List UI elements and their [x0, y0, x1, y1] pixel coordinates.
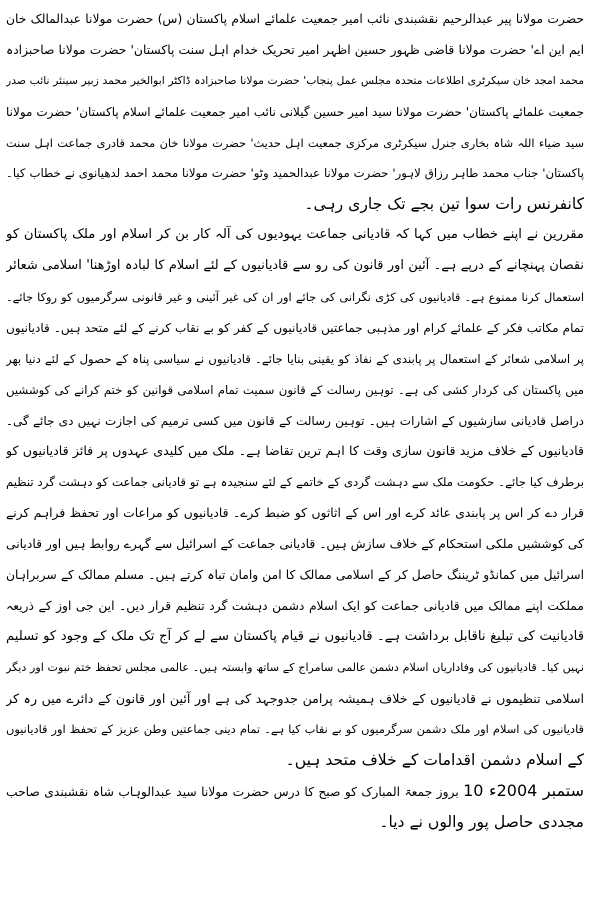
text-line: جمعیت علمائے پاکستان' حضرت مولانا سید امیر حسین گیلانی نائب امیر جمعیت علمائے اسلام پاکستان' حضرت مولانا	[6, 104, 584, 119]
date-text: 10 ستمبر 2004ء	[463, 781, 584, 801]
text-line: ایم این اے' حضرت مولانا قاضی ظہور حسین اظہر امیر تحریک خدام اہل سنت پاکستان' حضرت مولانا صاحبزادہ	[6, 42, 584, 57]
paragraph-speakers	[6, 4, 584, 220]
paragraph-dated-note	[6, 776, 584, 838]
text-line: برطرف کیا جائے۔ حکومت ملک سے دہشت گردی کے خاتمے کے لئے سنجیدہ ہے تو قادیانی جماعت کو دہشت گرد تنظیم	[6, 475, 584, 490]
text-line: مجددی حاصل پور والوں نے دیا۔	[379, 813, 584, 832]
text-line: حضرت مولانا پیر عبدالرحیم نقشبندی نائب امیر جمعیت علمائے اسلام پاکستان (س) حضرت مولانا عبدالمالک خان	[6, 12, 584, 26]
text-line: محمد امجد خان سیکرٹری اطلاعات متحدہ مجلس عمل پنجاب' حضرت مولانا صاحبزادہ ڈاکٹر ابوالخیر محمد زبیر سینئر نائب صدر	[6, 73, 584, 87]
text-line: کانفرنس رات سوا تین بجے تک جاری رہی۔	[304, 195, 584, 214]
text-line: پر اسلامی شعائر کے استعمال پر پابندی کے نفاذ کو یقینی بنایا جائے۔ قادیانیوں نے سیاسی پناہ کے حصول کے لئے دنیا بھر	[6, 351, 584, 366]
text-line: استعمال کرنا ممنوع ہے۔ قادیانیوں کی کڑی نگرانی کی جائے اور ان کی غیر آئینی و غیر قانونی سرگرمیوں کو روکا جائے۔	[6, 290, 584, 305]
text-line: اسلامی تنظیموں نے قادیانیوں کے خلاف ہمیشہ پرامن جدوجہد کی ہے اور آئین اور قانون کے دائرے میں رہ کر	[6, 690, 584, 706]
text-line: کے اسلام دشمن اقدامات کے خلاف متحد ہیں۔	[285, 751, 584, 770]
text-line: قرار دے کر اس پر پابندی عائد کرے اور اس کے اثاثوں کو ضبط کرے۔ قادیانیوں کو مراعات اور تحفظ فراہم کرنے	[6, 506, 584, 521]
text-line: دراصل قادیانی سازشیوں کے اشارات ہیں۔ توہین رسالت کے قانون میں کسی ترمیم کی اجازت نہیں دی جائے گی۔	[6, 413, 584, 428]
text-line: میں پاکستان کی کردار کشی کی ہے۔ توہین رسالت کے قانون سمیت تمام اسلامی قوانین کو ختم کرانے کی کوششیں	[6, 382, 584, 397]
text-line: نقصان پہنچانے کے درپے ہے۔ آئین اور قانون کی رو سے قادیانیوں کے لئے اسلام کا لبادہ اوڑھنا' اسلامی شعائر	[6, 258, 584, 274]
text-line: قادیانیوں کی اسلام اور ملک دشمن سرگرمیوں کو بے نقاب کیا ہے۔ تمام دینی جماعتیں وطن عزیز کے تحفظ اور قادیانیوں	[6, 722, 584, 737]
article-page	[6, 4, 584, 902]
text-line: تمام مکاتب فکر کے علمائے کرام اور مذہبی جماعتیں قادیانیوں کے کفر کو بے نقاب کرنے کے لئے متحد ہیں۔ قادیانیوں	[6, 320, 584, 335]
text-line: نہیں کیا۔ قادیانیوں کی وفاداریاں اسلام دشمن عالمی سامراج کے ساتھ وابستہ ہیں۔ عالمی مجلس تحفظ ختم نبوت اور دیگر	[6, 660, 584, 674]
text-line: سید ضیاء اللہ شاہ بخاری جنرل سیکرٹری مرکزی جمعیت اہل حدیث' حضرت مولانا خان محمد قادری جماعت اہل سنت	[6, 135, 584, 150]
text-line: قادیانیت کی تبلیغ ناقابل برداشت ہے۔ قادیانیوں نے قیام پاکستان سے لے کر آج تک ملک کے وجود کو تسلیم	[6, 628, 584, 644]
text-line: پاکستان' جناب محمد طاہر رزاق لاہور' حضرت مولانا عبدالحمید وٹو' حضرت مولانا محمد احمد لدھیانوی نے خطاب کیا۔	[6, 166, 584, 181]
text-line: مقررین نے اپنے خطاب میں کہا کہ قادیانی جماعت یہودیوں کی آلہ کار بن کر اسلام اور ملک پاکستان کو	[6, 227, 584, 243]
text-line: کی کوششیں ملکی استحکام کے خلاف سازش ہیں۔ قادیانی جماعت کے اسرائیل سے گہرے روابط ہیں اور قادیانی	[6, 537, 584, 552]
paragraph-statements	[6, 220, 584, 776]
text-line: مملکت اپنے ممالک میں قادیانی جماعت کو ایک اسلام دشمن دہشت گرد تنظیم قرار دیں۔ این جی اوز کے ذریعہ	[6, 598, 584, 613]
date-line-text: بروز جمعۃ المبارک کو صبح کا درس حضرت مولانا سید عبدالوہاب شاہ نقشبندی صاحب	[6, 785, 459, 800]
text-line	[6, 776, 584, 807]
text-line: قادیانیوں کے خلاف مزید قانون سازی وقت کا اہم ترین تقاضا ہے۔ ملک میں کلیدی عہدوں پر فائز قادیانیوں کو	[6, 443, 584, 459]
text-line: اسرائیل میں کمانڈو ٹریننگ حاصل کر کے اسلامی ممالک کا امن وامان تباہ کرتے ہیں۔ مسلم ممالک کے سربراہان	[6, 568, 584, 583]
